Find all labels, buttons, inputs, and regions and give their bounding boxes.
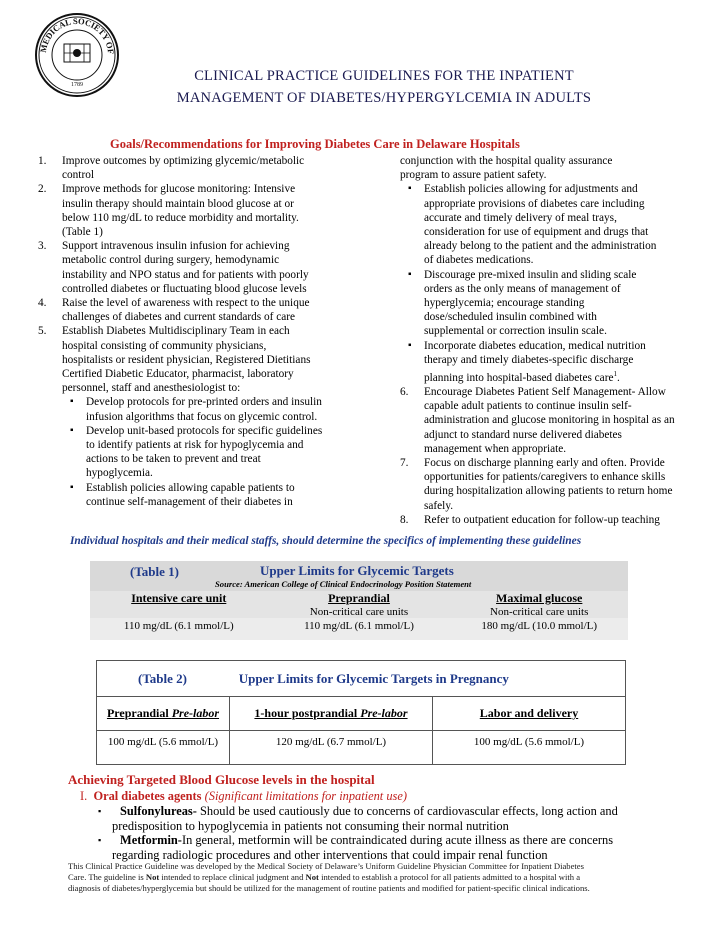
medical-society-seal [34,12,120,98]
achieving-heading: Achieving Targeted Blood Glucose levels in the hospital [68,772,375,787]
table-1-cell: 110 mg/dL (6.1 mmol/L) [123,620,234,632]
item-line: control [62,169,94,182]
item-number: 3. [38,240,47,253]
goal-sub-bullet [70,481,358,509]
table-2-header: Labor and delivery [433,697,626,731]
item-number: 6. [400,386,409,399]
goal-item [38,154,358,182]
continued-line: conjunction with the hospital quality assurance [400,155,613,167]
item-line: during hospitalization allowing patients to return home [424,485,673,498]
item-line: Focus on discharge planning early and often. Provide [424,457,665,470]
bullet-square-icon: ▪ [408,183,412,195]
table-2-label: (Table 2) [138,670,187,686]
table-2-title: Upper Limits for Glycemic Targets in Pregnancy [238,670,509,686]
bullet-line: of diabetes medications. [424,254,534,267]
table-1-subheader [90,606,268,618]
bullet-line: supplemental or correction insulin scale. [424,325,607,338]
bullet-line: orders as the only means of management of [424,282,621,295]
svg-text:MEDICAL SOCIETY OF DELAWARE: MEDICAL SOCIETY OF [37,15,117,55]
table-1-subheader: Non-critical care units [490,606,589,618]
table-1 [90,561,628,640]
item-line: hospital consisting of community physicians, [62,339,267,352]
bullet-line: Develop unit-based protocols for specific guidelines [86,424,323,437]
item-line: Encourage Diabetes Patient Self Management- Allow [424,386,666,399]
oral-agents-note: (Significant limitations for inpatient use) [204,789,407,803]
svg-text:1789: 1789 [71,82,83,88]
bullet-line: consideration for use of equipment and drugs that [424,226,649,239]
bullet-square-icon: ▪ [70,396,74,408]
goal-sub-bullet [70,424,358,481]
bullet-line: already belong to the patient and the administration [424,240,657,253]
table-1-title: Upper Limits for Glycemic Targets [260,563,454,578]
goal-item [400,513,696,527]
table-1-subheader: Non-critical care units [309,606,409,618]
bullet-line: appropriate provisions of diabetes care including [424,197,645,210]
goal-sub-bullet [70,395,358,423]
item-number: 5. [38,325,47,338]
footnote-ref: 1 [613,370,617,379]
item-line: management when appropriate. [424,442,567,455]
bullet-line: planning into hospital-based diabetes care$^1$. [424,370,620,384]
bullet-line: Establish policies allowing capable patients to [86,481,295,494]
bullet-line: Establish policies allowing for adjustments and [424,183,638,196]
table-1-cell: 180 mg/dL (10.0 mmol/L) [481,620,598,632]
table-1-header: Maximal glucose [496,591,583,605]
item-line: instability and NPO status and for patients with poorly [62,268,309,281]
goal-item [38,182,358,239]
goal-item [400,456,696,513]
item-line: insulin therapy should maintain blood glucose at or [62,197,294,210]
bullet-line: hyperglycemia; encourage standing [424,297,585,310]
oral-agents-heading [80,789,407,804]
item-line: Establish Diabetes Multidisciplinary Team in each [62,325,290,338]
bullet-line: infusion algorithms that focus on glycemic control. [86,410,318,423]
bullet-line: Develop protocols for pre-printed orders and insulin [86,396,322,409]
item-line: capable adult patients to continue insulin self- [424,400,632,413]
goal-item [38,324,358,395]
item-number: 4. [38,297,47,310]
bullet-square-icon: ▪ [408,339,412,351]
table-2-header: Preprandial Pre-labor [97,697,230,731]
item-line: metabolic control during surgery, hemodynamic [62,254,280,267]
table-1-header: Intensive care unit [131,591,227,605]
oral-agents-title: Oral diabetes agents [93,789,202,803]
bullet-line: actions to be taken to prevent and treat [86,453,261,466]
bullet-line: dose/scheduled insulin combined with [424,311,597,324]
item-line: personnel, staff and anesthesiologist to: [62,382,241,395]
bullet-line: to identify patients at risk for hypoglycemia and [86,439,304,452]
item-line: Raise the level of awareness with respect to the unique [62,297,310,310]
footer-disclaimer: This Clinical Practice Guideline was developed by the Medical Society of Delaware’s Uniform Guideline Physician Committee for Inpatient Diabetes Care. The guideline is Not intended to replace clinical judgment and Not intended to establish a protocol for all patients admitted to a hospital with a diagnosis of diabetes/hyperglycemia but should be utilized for the management of routine patients and modified for patient-specific clinical indications. [68,861,590,893]
goal-sub-bullet [408,268,696,339]
goal-item [38,296,358,324]
bullet-square-icon: ▪ [408,268,412,280]
document-title-line2: MANAGEMENT OF DIABETES/HYPERGYLCEMIA IN ADULTS [176,90,592,106]
table-1-header: Preprandial [328,591,390,605]
bullet-line: continue self-management of their diabetes in [86,495,293,508]
item-number: 1. [38,155,47,167]
goal-item [38,239,358,296]
item-line: Support intravenous insulin infusion for achieving [62,240,290,253]
item-line: below 110 mg/dL to reduce morbidity and mortality. [62,211,299,224]
goal-sub-bullet [408,339,696,385]
metformin-bullet: ▪ Metformin-In general, metformin will be contraindicated during acute illness as there are concerns regarding radiologic procedures and other interventions that could impair renal function [98,833,614,862]
table-2-cell: 100 mg/dL (5.6 mmol/L) [433,731,626,765]
item-line: Improve outcomes by optimizing glycemic/metabolic [62,155,305,167]
item-line: Refer to outpatient education for follow-up teaching [424,513,660,526]
bullet-square-icon: ▪ [70,481,74,493]
table-2-cell: 100 mg/dL (5.6 mmol/L) [97,731,230,765]
sulfonylureas-bullet: ▪ Sulfonylureas- Should be used cautiously due to concerns of cardiovascular effects, long action and predisposition to hypoglycemia in patients not consuming their normal nutrition [98,804,618,833]
table-2-cell: 120 mg/dL (6.7 mmol/L) [230,731,433,765]
item-line: Improve methods for glucose monitoring: Intensive [62,183,296,196]
goals-heading: Goals/Recommendations for Improving Diabetes Care in Delaware Hospitals [110,137,520,151]
goals-right-column [376,154,696,527]
bullet-line: accurate and timely delivery of meal trays, [424,211,617,224]
continued-line: program to assure patient safety. [400,169,547,182]
table-1-source: Source: American College of Clinical Endocrinology Position Statement [215,579,472,589]
bullet-line: Incorporate diabetes education, medical nutrition [424,339,646,352]
item-line: controlled diabetes or fluctuating blood glucose levels [62,282,307,295]
item-line: Certified Diabetic Educator, pharmacist, laboratory [62,368,294,381]
bullet-line: therapy and timely diabetes-specific discharge [424,353,634,366]
item-line: hospitalists or resident physician, Registered Dietitians [62,353,311,366]
item-line: opportunities for patients/caregivers to enhance skills [424,471,666,484]
document-title-line1: CLINICAL PRACTICE GUIDELINES FOR THE INPATIENT [194,68,574,84]
item-line: safely. [424,499,454,512]
table-1-label: (Table 1) [130,564,179,579]
item-number: 2. [38,183,47,196]
goals-left-column [38,154,358,509]
item-line: adjunct to standard nurse delivered diabetes [424,428,622,441]
item-number: 7. [400,457,409,470]
item-line: (Table 1) [62,226,103,239]
roman-numeral: I. [80,789,88,803]
item-number: 8. [400,513,409,526]
goal-sub-bullet [408,182,696,267]
bullet-line: Discourage pre-mixed insulin and sliding scale [424,268,637,281]
implementation-note: Individual hospitals and their medical staffs, should determine the specifics of implementing these guidelines [70,535,582,547]
item-line: challenges of diabetes and current standards of care [62,311,296,324]
item-line: administration and glucose monitoring in hospital as an [424,414,675,427]
goal-item [400,385,696,456]
table-1-cell: 110 mg/dL (6.1 mmol/L) [304,620,414,632]
table-2 [96,660,626,765]
bullet-square-icon: ▪ [70,424,74,436]
bullet-line: hypoglycemia. [86,467,153,480]
table-2-header: 1-hour postprandial Pre-labor [230,697,433,731]
